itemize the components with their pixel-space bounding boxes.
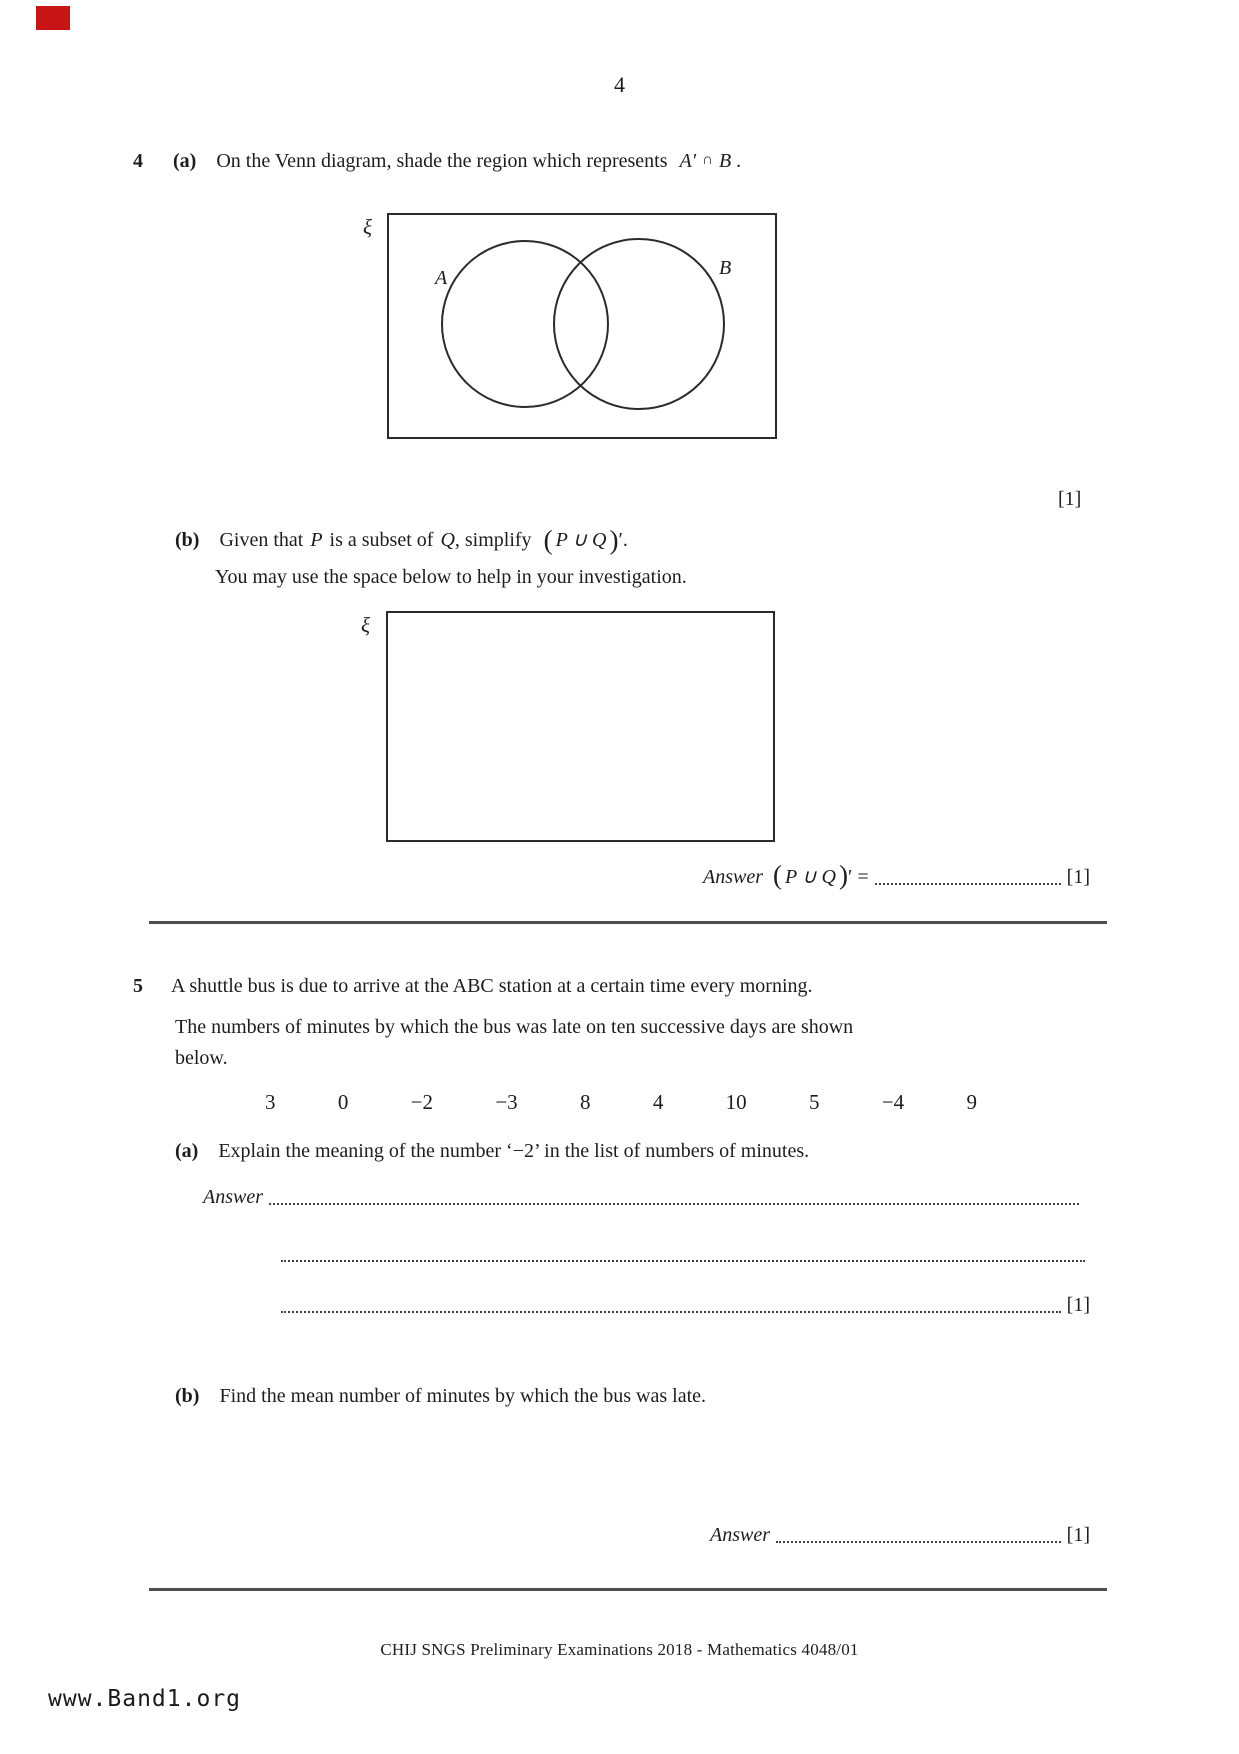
late-minutes-list xyxy=(265,1090,977,1115)
prime-period: ′. xyxy=(618,529,628,551)
exam-footer: CHIJ SNGS Preliminary Examinations 2018 - Mathematics 4048/01 xyxy=(380,1640,859,1659)
late-minutes-value: −2 xyxy=(410,1090,433,1114)
q4b-text-3: , simplify xyxy=(454,529,532,551)
circle-a-label: A xyxy=(435,267,448,289)
late-minutes-value: −3 xyxy=(495,1090,518,1114)
marks-4a: [1] xyxy=(1058,488,1082,510)
q5-intro-2-line2: below. xyxy=(175,1047,228,1069)
q5-intro-2-line1: The numbers of minutes by which the bus was late on ten successive days are shown xyxy=(175,1016,854,1038)
late-minutes-value: 5 xyxy=(808,1090,820,1114)
part-a-label: (a) xyxy=(175,1140,199,1162)
q4b-text-2: is a subset of xyxy=(329,529,434,551)
late-minutes-value: 10 xyxy=(725,1090,747,1114)
part-b-label: (b) xyxy=(175,529,200,551)
answer-dotted-line xyxy=(776,1541,1061,1543)
late-minutes-value: 3 xyxy=(265,1090,276,1114)
late-minutes-value: 9 xyxy=(966,1090,977,1114)
question-5b-line xyxy=(175,1385,706,1408)
intersection-symbol: ∩ xyxy=(702,152,713,168)
variable-p: P xyxy=(310,529,323,551)
sentence-period: . xyxy=(736,150,742,172)
q4b-hint: You may use the space below to help in your investigation. xyxy=(215,566,687,588)
answer-label: Answer xyxy=(710,1524,770,1546)
question-5-line xyxy=(133,975,813,998)
answer-label: Answer xyxy=(203,1186,263,1208)
red-corner-marker xyxy=(36,6,70,30)
late-minutes-value: 8 xyxy=(580,1090,591,1114)
answer-line-4b xyxy=(703,862,1090,889)
answer-line-5b xyxy=(710,1524,1090,1547)
section-divider xyxy=(149,921,1107,924)
question-4a-line xyxy=(133,150,741,173)
variable-q: Q xyxy=(440,529,455,551)
universal-set-symbol-2: ξ xyxy=(361,613,370,637)
circle-b-label: B xyxy=(719,257,732,279)
marks-4b: [1] xyxy=(1066,866,1090,888)
answer-dotted-line xyxy=(269,1203,1079,1205)
union-expression: P ∪ Q xyxy=(785,866,836,888)
site-watermark: www.Band1.org xyxy=(48,1686,242,1712)
late-minutes-value: 4 xyxy=(652,1090,664,1114)
open-paren: ( xyxy=(543,525,553,555)
page-number: 4 xyxy=(614,72,625,97)
question-4a-text: On the Venn diagram, shade the region which represents xyxy=(216,150,668,172)
late-minutes-value: −4 xyxy=(881,1090,905,1114)
close-paren: ) xyxy=(838,860,848,890)
question-5a-line xyxy=(175,1140,809,1163)
marks-5b: [1] xyxy=(1066,1524,1090,1546)
set-a-expression: A′ xyxy=(679,150,697,172)
union-expression: P ∪ Q xyxy=(555,529,607,551)
prime-equals: ′ = xyxy=(847,866,869,888)
answer-dotted-line xyxy=(281,1240,1085,1262)
universal-set-symbol: ξ xyxy=(363,215,372,239)
part-b-label: (b) xyxy=(175,1385,200,1407)
workspace-box xyxy=(361,611,775,842)
late-minutes-value: 0 xyxy=(337,1090,349,1114)
venn-diagram-box xyxy=(363,213,777,439)
question-4-number: 4 xyxy=(133,150,143,172)
part-a-label: (a) xyxy=(173,150,197,172)
open-paren: ( xyxy=(773,860,782,890)
close-paren: ) xyxy=(609,525,619,555)
question-5b-text: Find the mean number of minutes by which the bus was late. xyxy=(219,1385,707,1407)
section-divider xyxy=(149,1588,1107,1591)
answer-dotted-line xyxy=(875,883,1061,885)
question-5a-text: Explain the meaning of the number ‘−2’ in the list of numbers of minutes. xyxy=(218,1140,810,1162)
answer-label: Answer xyxy=(703,866,763,888)
set-b-expression: B xyxy=(718,150,732,172)
question-5-number: 5 xyxy=(133,975,143,997)
q4b-text-1: Given that xyxy=(219,529,304,551)
q5-intro-1: A shuttle bus is due to arrive at the ABC station at a certain time every morning. xyxy=(171,975,813,997)
answer-dotted-line xyxy=(281,1311,1061,1313)
answer-line-5a-3 xyxy=(281,1294,1090,1317)
question-4b-line xyxy=(175,527,628,554)
answer-line-5a-1 xyxy=(203,1186,1085,1209)
venn-circles xyxy=(389,215,775,437)
marks-5a: [1] xyxy=(1066,1294,1090,1316)
